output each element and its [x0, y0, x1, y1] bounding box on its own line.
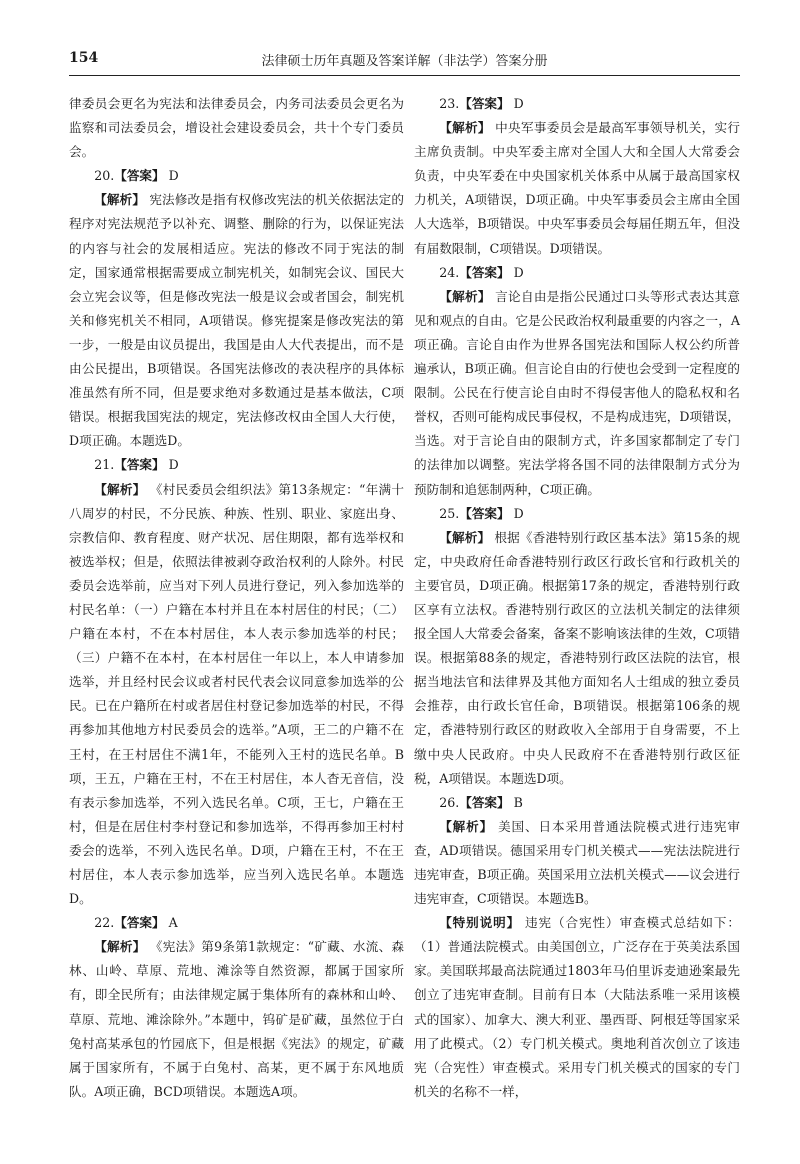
- question-number: 23.: [439, 96, 460, 111]
- special-note-text: 违宪（合宪性）审查模式总结如下：（1）普通法院模式。由美国创立，广泛存在于英美法系国家。美国联邦最高法院通过1803年马伯里诉麦迪逊案最先创立了违宪审查制。目前有日本（大陆法系唯一采用该模式的国家）、加拿大、澳大利亚、墨西哥、阿根廷等国家采用了此模式。（2）专门机关模式。奥地利首次创立了该违宪（合宪性）审查模式。采用专门机关模式的国家的专门机关的名称不一样，: [414, 915, 741, 1099]
- answer-tag: 【答案】: [114, 457, 165, 473]
- answer-tag: 【答案】: [459, 794, 510, 810]
- explanation-text: 根据《香港特别行政区基本法》第15条的规定，中央政府任命香港特别行政区行政长官和行政机关的主要官员，D项正确。根据第17条的规定，香港特别行政区享有立法权。香港特别行政区的立法机关制定的法律须报全国人大常委会备案，备案不影响该法律的生效，C项错误。根据第88条的规定，香港特别行政区法院的法官，根据当地法官和法律界及其他方面知名人士组成的独立委员会推荐，由行政长官任命，B项错误。根据第106条的规定，香港特别行政区的财政收入全部用于自身需要，不上缴中央人民政府。中央人民政府不在香港特别行政区征税，A项错误。本题选D项。: [414, 529, 741, 786]
- explanation-22: [69, 935, 404, 1104]
- explanation-tag: 【解析】: [94, 192, 146, 208]
- question-number: 26.: [439, 794, 460, 810]
- explanation-text: 美国、日本采用普通法院模式进行违宪审查，AD项错误。德国采用专门机关模式——宪法法院进行违宪审查，B项正确。英国采用立法机关模式——议会进行违宪审查，C项错误。本题选B。: [414, 818, 740, 907]
- question-number: 22.: [94, 915, 115, 931]
- special-note-tag: 【特别说明】: [439, 915, 521, 931]
- question-number: 25.: [439, 505, 460, 521]
- answer-23: [414, 92, 740, 116]
- explanation-tag: 【解析】: [439, 818, 494, 834]
- answer-tag: 【答案】: [459, 264, 510, 280]
- answer-value: D: [168, 168, 179, 184]
- answer-tag: 【答案】: [459, 96, 510, 111]
- question-number: 20.: [94, 168, 115, 184]
- explanation-23: [414, 116, 740, 261]
- explanation-text: 言论自由是指公民通过口头等形式表达其意见和观点的自由。它是公民政治权利最重要的内容之一，A项正确。言论自由作为世界各国宪法和国际人权公约所普遍承认，B项正确。但言论自由的行使也会受到一定程度的限制。公民在行使言论自由时不得侵害他人的隐私权和名誉权，否则可能构成民事侵权，不是构成违宪，D项错误，当选。对于言论自由的限制方式，许多国家都制定了专门的法律加以调整。宪法学将各国不同的法律限制方式分为预防制和追惩制两种，C项正确。: [414, 288, 741, 497]
- answer-value: D: [513, 505, 524, 521]
- answer-20: [69, 164, 404, 188]
- page-header: [69, 48, 740, 74]
- running-title: 法律硕士历年真题及答案详解（非法学）答案分册: [261, 54, 548, 69]
- right-column: [414, 92, 740, 1104]
- answer-25: [414, 502, 740, 526]
- explanation-text: 宪法修改是指有权修改宪法的机关依据法定的程序对宪法规范予以补充、调整、删除的行为，以保证宪法的内容与社会的发展相适应。宪法的修改不同于宪法的制定，国家通常根据需要成立制宪机关，如制宪会议、国民大会立宪会议等，但是修改宪法一般是议会或者国会，制宪机关和修宪机关不相同，A项错误。修宪提案是修改宪法的第一步，一般是由议员提出，我国是由人大代表提出，而不是由公民提出，B项错误。各国宪法修改的表决程序的具体标准虽然有所不同，但是要求绝对多数通过是基本做法，C项错误。根据我国宪法的规定，宪法修改权由全国人大行使，D项正确。本题选D。: [69, 192, 404, 449]
- left-column: [69, 92, 404, 1104]
- answer-value: D: [513, 96, 524, 111]
- explanation-text: 《村民委员会组织法》第13条规定：“年满十八周岁的村民，不分民族、种族、性别、职业、家庭出身、宗教信仰、教育程度、财产状况、居住期限，都有选举权和被选举权；但是，依照法律被剥夺政治权利的人除外。村民委员会选举前，应当对下列人员进行登记，列入参加选举的村民名单：（一）户籍在本村并且在本村居住的村民；（二）户籍在本村，不在本村居住，本人表示参加选举的村民；（三）户籍不在本村，在本村居住一年以上，本人申请参加选举，并且经村民会议或者村民代表会议同意参加选举的公民。已在户籍所在村或者居住村登记参加选举的村民，不得再参加其他地方村民委员会的选举。”A项，王二的户籍不在王村，在王村居住不满1年，不能列入王村的选民名单。B项，王五，户籍在王村，不在王村居住，本人杳无音信，没有表示参加选举，不列入选民名单。C项，王七，户籍在王村，但是在居住村李村登记和参加选举，不得再参加王村村委会的选举，不列入选民名单。D项，户籍在王村，不在王村居住，本人表示参加选举，应当列入选民名单。本题选D。: [69, 481, 404, 907]
- header-rule: [69, 75, 740, 76]
- answer-tag: 【答案】: [459, 505, 510, 521]
- question-number: 24.: [439, 264, 460, 280]
- answer-22: [69, 911, 404, 935]
- special-note: [414, 911, 740, 1104]
- answer-value: D: [513, 264, 524, 280]
- answer-21: [69, 453, 404, 477]
- explanation-24: [414, 285, 740, 502]
- answer-tag: 【答案】: [114, 168, 165, 184]
- answer-26: [414, 791, 740, 815]
- answer-value: D: [168, 457, 179, 473]
- answer-value: B: [513, 794, 523, 810]
- explanation-20: [69, 188, 404, 453]
- explanation-tag: 【解析】: [439, 120, 491, 136]
- explanation-tag: 【解析】: [94, 481, 146, 497]
- explanation-text: 《宪法》第9条第1款规定：“矿藏、水流、森林、山岭、草原、荒地、滩涂等自然资源，都属于国家所有，即全民所有；由法律规定属于集体所有的森林和山岭、草原、荒地、滩涂除外。”本题中，钨矿是矿藏，虽然位于白兔村高某承包的竹园底下，但是根据《宪法》的规定，矿藏属于国家所有，不属于白兔村、高某，更不属于东风地质队。A项正确，BCD项错误。本题选A项。: [69, 939, 405, 1099]
- explanation-tag: 【解析】: [439, 529, 491, 545]
- explanation-25: [414, 526, 740, 791]
- page-number: 154: [69, 50, 99, 66]
- paragraph-continuation: 律委员会更名为宪法和法律委员会，内务司法委员会更名为监察和司法委员会，增设社会建设委员会，共十个专门委员会。: [69, 96, 404, 160]
- explanation-21: [69, 478, 404, 912]
- answer-value: A: [168, 915, 178, 931]
- question-number: 21.: [94, 457, 115, 473]
- explanation-tag: 【解析】: [439, 288, 491, 304]
- answer-tag: 【答案】: [114, 915, 165, 931]
- explanation-tag: 【解析】: [94, 939, 146, 955]
- answer-24: [414, 261, 740, 285]
- explanation-26: [414, 815, 740, 911]
- explanation-text: 中央军事委员会是最高军事领导机关，实行主席负责制。中央军委主席对全国人大和全国人大常委会负责，中央军委在中央国家机关体系中从属于最高国家权力机关，A项错误，D项正确。中央军事委员会主席由全国人大选举，B项错误。中央军事委员会每届任期五年，但没有届数限制，C项错误。D项错误。: [414, 120, 741, 256]
